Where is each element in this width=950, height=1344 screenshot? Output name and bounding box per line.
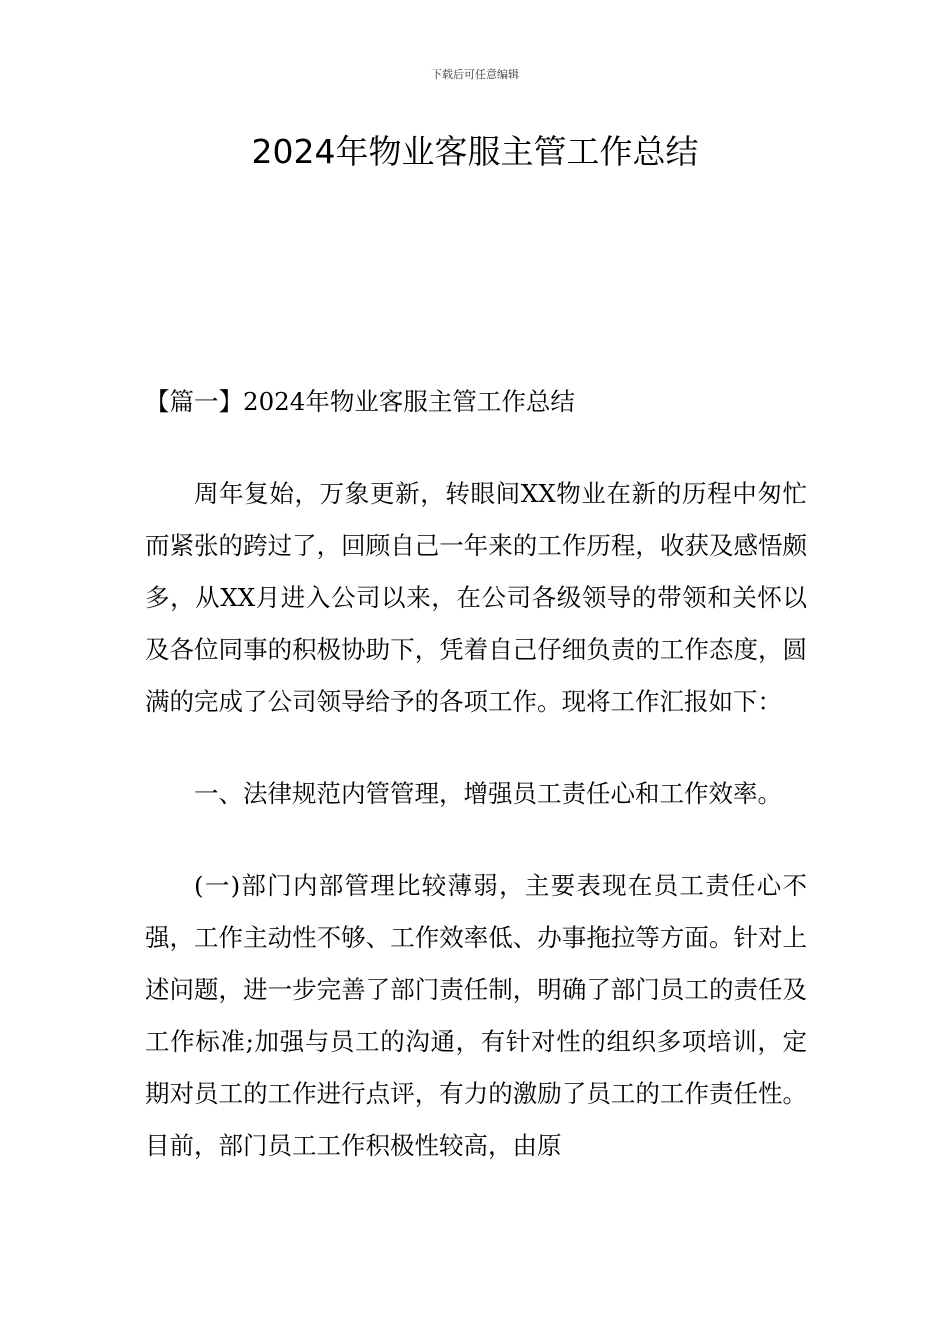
paragraph-intro: 周年复始，万象更新，转眼间XX物业在新的历程中匆忙而紧张的跨过了，回顾自己一年来的工作历程，收获及感悟颇多，从XX月进入公司以来，在公司各级领导的带领和关怀以及各位同事的积极协助下，凭着自己仔细负责的工作态度，圆满的完成了公司领导给予的各项工作。现将工作汇报如下： bbox=[145, 479, 807, 716]
header-note: 下载后可任意编辑 bbox=[431, 68, 519, 81]
document-body bbox=[145, 376, 807, 1212]
document-title: 2024年物业客服主管工作总结 bbox=[251, 132, 699, 171]
paragraph-subsection-one: (一)部门内部管理比较薄弱，主要表现在员工责任心不强，工作主动性不够、工作效率低、办事拖拉等方面。针对上述问题，进一步完善了部门责任制，明确了部门员工的责任及工作标准;加强与员工的沟通，有针对性的组织多项培训，定期对员工的工作进行点评，有力的激励了员工的工作责任性。目前，部门员工工作积极性较高，由原 bbox=[145, 871, 807, 1160]
paragraph-heading-one: 一、法律规范内管管理，增强员工责任心和工作效率。 bbox=[194, 779, 782, 808]
section-heading: 【篇一】2024年物业客服主管工作总结 bbox=[145, 387, 575, 416]
